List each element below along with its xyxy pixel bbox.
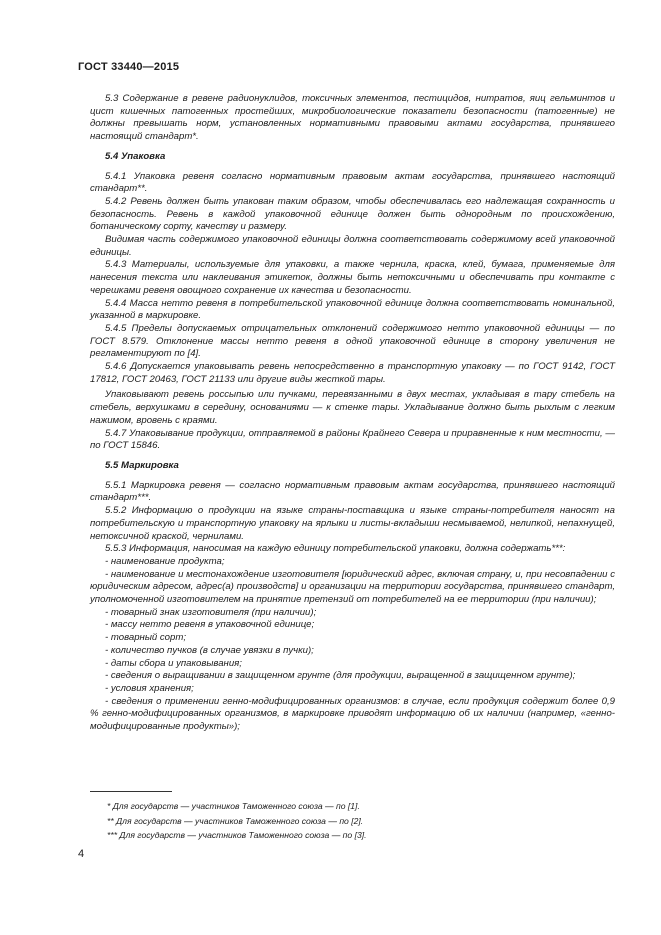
list-item: - массу нетто ревеня в упаковочной единице; [105,619,315,631]
footnote-divider [90,791,172,792]
list-item: - сведения о выращивании в защищенном грунте (для продукции, выращенной в защищенном грунте); [105,670,576,682]
paragraph-5-4-4: 5.4.4 Масса нетто ревеня в потребительской упаковочной единице должна соответствовать номинальной, указанной в маркировке. [90,297,615,322]
list-item: - даты сбора и упаковывания; [105,657,242,669]
footnote: ** Для государств — участников Таможенного союза — по [2]. [107,815,364,826]
list-item: - товарный сорт; [105,632,187,644]
list-item: - количество пучков (в случае увязки в пучки); [105,644,314,656]
body-text [90,93,615,734]
paragraph-5-4-1: 5.4.1 Упаковка ревеня согласно нормативным правовым актам государства, принявшего настоящий стандарт**. [90,170,615,195]
paragraph-visible-part: Видимая часть содержимого упаковочной единицы должна соответствовать содержимому всей упаковочной единицы. [90,234,615,258]
list-item: - наименование продукта; [105,555,225,567]
paragraph-5-4-2: 5.4.2 Ревень должен быть упакован таким образом, чтобы обеспечивалась его надлежащая сохранность и безопасность. Ревень в каждой упаковочной единице должен быть однородным по происхождению, ботаническому сорту, качеству и размеру. [90,195,615,233]
footnote: * Для государств — участников Таможенного союза — по [1]. [107,801,360,811]
paragraph-5-5-2: 5.5.2 Информацию о продукции на языке страны-поставщика и языке страны-потребителя наносят на потребительскую и транспортную упаковку на ярлыки и листы-вкладыши несмываемой, нелипкой, непахнущей, нетоксичной краской, чернилами. [90,505,615,542]
paragraph-5-3: 5.3 Содержание в ревене радионуклидов, токсичных элементов, пестицидов, нитратов, яиц гельминтов и цист кишечных патогенных простейших, микробиологические показатели безопасности (патогенные) не должны превышать норм, установленных нормативными правовыми актами государства, принявшего настоящий стандарт*. [90,93,615,143]
list-item: - наименование и местонахождение изготовителя [юридический адрес, включая страну, и, при несовпадении с юридическим адресом, адрес(а) производств] и организации на территории государства, принявшего стандарт, уполномоченной изготовителем на принятие претензий от потребителей на ее территории (при наличии); [90,568,615,606]
list-item: - условия хранения; [105,682,194,694]
paragraph-5-5-1: 5.5.1 Маркировка ревеня — согласно нормативным правовым актам государства, принявшего настоящий стандарт***. [90,479,615,504]
list-item: - сведения о применении генно-модифицированных организмов: в случае, если продукция содержит более 0,9 % генно-модифицированных организмов, в маркировке приводят информацию об их наличии (например, «генно-модифицированные продукты»); [90,695,615,733]
document-header: ГОСТ 33440—2015 [78,61,180,73]
page-number: 4 [78,848,85,860]
list-item: - товарный знак изготовителя (при наличии); [105,606,317,618]
section-heading-marking: 5.5 Маркировка [105,459,179,471]
paragraph-5-4-7: 5.4.7 Упаковывание продукции, отправляемой в районы Крайнего Севера и приравненные к ним местности, — по ГОСТ 15846. [90,427,615,452]
paragraph-5-4-5: 5.4.5 Пределы допускаемых отрицательных отклонений содержимого нетто упаковочной единицы — по ГОСТ 8.579. Отклонение массы нетто ревеня в одной упаковочной единице в сторону увеличения не регламентируют по [4]. [90,322,615,360]
footnotes [107,799,607,843]
paragraph-5-5-3: 5.5.3 Информация, наносимая на каждую единицу потребительской упаковки, должна содержать***: [105,543,566,555]
section-heading-packaging: 5.4 Упаковка [105,150,166,162]
paragraph-packing-method: Упаковывают ревень россыпью или пучками, перевязанными в двух местах, укладывая в тару стебель на стебель, верхушками в середину, основаниями — к стенке тары. Укладывание должно быть рыхлым с легким нажимом, вровень с краями. [90,389,615,426]
footnote: *** Для государств — участников Таможенного союза — по [3]. [107,830,367,840]
paragraph-5-4-3: 5.4.3 Материалы, используемые для упаковки, а также чернила, краска, клей, бумага, применяемые для нанесения текста или наклеивания этикеток, должны быть нетоксичными и обеспечивать при контакте с черешками ревеня овощного сохранение их качества и безопасности. [90,259,615,296]
paragraph-5-4-6: 5.4.6 Допускается упаковывать ревень непосредственно в транспортную упаковку — по ГОСТ 9142, ГОСТ 17812, ГОСТ 20463, ГОСТ 21133 или другие виды жесткой тары. [90,361,615,385]
